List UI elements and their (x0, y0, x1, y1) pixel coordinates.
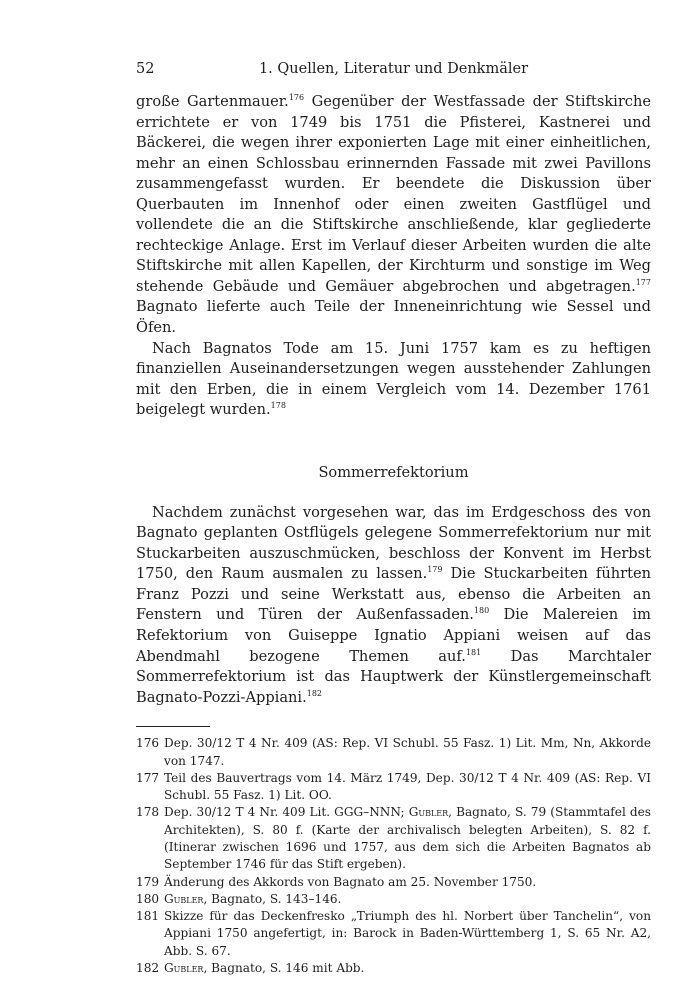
footnote-180: 180 Gubler, Bagnato, S. 143–146. (136, 891, 342, 906)
footnote-ref-182: 182 (306, 688, 323, 698)
footnote-divider (136, 726, 210, 727)
footnote-179: 179 Änderung des Akkords von Bagnato am 25. November 1750. (136, 874, 537, 889)
paragraph-3: Nachdem zunächst vorgesehen war, das im Erdgeschoss des von Bagnato geplanten Ostflügels gelegene Sommerrefektorium nur mit Stuckarbeiten auszuschmücken, beschloss der Konvent im Herbst 1750, den Raum ausmalen zu lassen.$^{179}$ Die Stuckarbeiten führten Franz Pozzi und seine Werkstatt aus, ebenso die Arbeiten an Fenstern und Türen der Außenfassaden.$^{180}$ Die Malereien im Refektorium von Guiseppe Ignatio Appiani weisen auf das Abendmahl bezogene Themen auf.$^{181}$ Das Marchtaler Sommerrefektorium ist das Hauptwerk der Künstlergemeinschaft Bagnato-Pozzi-Appiani.$^{182}$ (136, 503, 651, 706)
footnote-ref-181: 181 (465, 647, 482, 657)
page-header (136, 61, 651, 81)
running-title: 1. Quellen, Literatur und Denkmäler (258, 61, 529, 77)
author-name: Gubler (164, 891, 204, 906)
footnote-178: 178 Dep. 30/12 T 4 Nr. 409 Lit. GGG–NNN; Gubler, Bagnato, S. 79 (Stammtafel des Architekten), S. 80 f. (Karte der archivalisch belegten Arbeiten), S. 82 f. (Itinerar zwischen 1696 und 1757, aus dem sich die Arbeiten Bagnatos ab September 1746 für das Stift ergeben). (136, 805, 651, 872)
author-name: Gubler (164, 961, 204, 976)
footnotes (136, 735, 651, 977)
footnote-ref-180: 180 (473, 606, 490, 616)
footnote-ref-176: 176 (288, 93, 305, 102)
footnote-ref-179: 179 (427, 565, 443, 575)
footnote-ref-177: 177 (635, 277, 651, 287)
paragraph-2: Nach Bagnatos Tode am 15. Juni 1757 kam es zu heftigen finanziellen Auseinandersetzungen wegen ausstehender Zahlungen mit den Erben, die in einem Vergleich vom 14. Dezember 1761 beigelegt wurden.$^{178}$ (136, 339, 651, 419)
footnote-ref-178: 178 (270, 401, 286, 411)
footnote-182: 182 Gubler, Bagnato, S. 146 mit Abb. (136, 961, 365, 976)
author-name: Gubler (408, 805, 449, 820)
page-number: 52 (136, 61, 155, 77)
paragraph-1: große Gartenmauer.$^{176}$ Gegenüber der Westfassade der Stiftskirche errichtete er von 1749 bis 1751 die Pfisterei, Kastnerei und Bäckerei, die wegen ihrer exponierten Lage mit einer einheitlichen, mehr an einen Schlossbau erinnernden Fassade mit zwei Pavillons zusammengefasst wurden. Er beendete die Diskussion über Querbauten im Innenhof oder einen zweiten Gastflügel und vollendete die an die Stiftskirche anschließende, klar gegliederte rechteckige Anlage. Erst im Verlauf dieser Arbeiten wurden die alte Stiftskirche mit allen Kapellen, der Kirchturm und sonstige im Weg stehende Gebäude und Gemäuer abgebrochen und abgetragen.$^{177}$ Bagnato lieferte auch Teile der Inneneinrichtung wie Sessel und Öfen. (136, 93, 652, 337)
footnote-177: 177 Teil des Bauvertrags vom 14. März 1749, Dep. 30/12 T 4 Nr. 409 (AS: Rep. VI Schubl. 55 Fasz. 1) Lit. OO. (136, 770, 651, 803)
footnote-176: 176 Dep. 30/12 T 4 Nr. 409 (AS: Rep. VI Schubl. 55 Fasz. 1) Lit. Mm, Nn, Akkorde von 1747. (136, 736, 651, 768)
main-text (136, 92, 651, 977)
footnote-181: 181 Skizze für das Deckenfresko „Triumph des hl. Norbert über Tanchelin“, von Appiani 1750 angefertigt, in: Barock in Baden-Württemberg 1, S. 65 Nr. A2, Abb. S. 67. (136, 909, 651, 958)
section-heading: Sommerrefektorium (318, 463, 469, 481)
